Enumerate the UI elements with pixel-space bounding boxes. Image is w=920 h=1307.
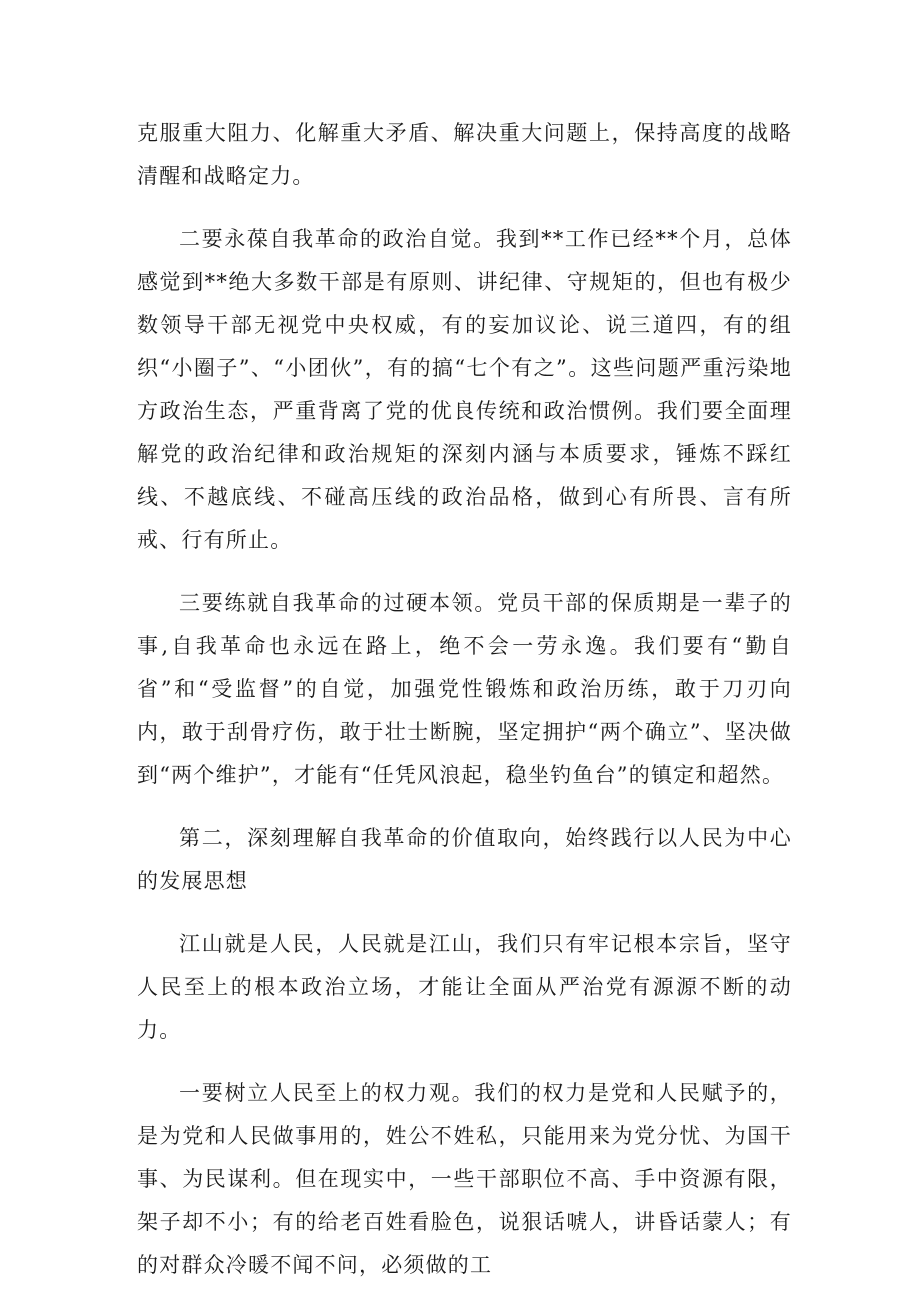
document-body	[137, 112, 792, 1307]
paragraph-power-view: 一要树立人民至上的权力观。我们的权力是党和人民赋予的，是为党和人民做事用的，姓公不姓私，只能用来为党分忧、为国干事、为民谋利。但在现实中，一些干部职位不高、手中资源有限，架子却不小；有的给老百姓看脸色，说狠话唬人，讲昏话蒙人；有的对群众冷暖不闻不问，必须做的工	[137, 1081, 792, 1277]
section-heading-second: 第二，深刻理解自我革命的价值取向，始终践行以人民为中心的发展思想	[137, 826, 792, 893]
paragraph-people: 江山就是人民，人民就是江山，我们只有牢记根本宗旨，坚守人民至上的根本政治立场，才能让全面从严治党有源源不断的动力。	[137, 932, 792, 1042]
paragraph-skills: 三要练就自我革命的过硬本领。党员干部的保质期是一辈子的事,自我革命也永远在路上，绝不会一劳永逸。我们要有“勤自省”和“受监督”的自觉，加强党性锻炼和政治历练，敢于刀刃向内，敢于刮骨疗伤，敢于壮士断腕，坚定拥护“两个确立”、坚决做到“两个维护”，才能有“任凭风浪起，稳坐钓鱼台”的镇定和超然。	[137, 591, 792, 787]
paragraph-political-consciousness: 二要永葆自我革命的政治自觉。我到**工作已经**个月，总体感觉到**绝大多数干部是有原则、讲纪律、守规矩的，但也有极少数领导干部无视党中央权威，有的妄加议论、说三道四，有的组织“小圈子”、“小团伙”，有的搞“七个有之”。这些问题严重污染地方政治生态，严重背离了党的优良传统和政治惯例。我们要全面理解党的政治纪律和政治规矩的深刻内涵与本质要求，锤炼不踩红线、不越底线、不碰高压线的政治品格，做到心有所畏、言有所戒、行有所止。	[137, 227, 792, 552]
paragraph-continued: 克服重大阻力、化解重大矛盾、解决重大问题上，保持高度的战略清醒和战略定力。	[137, 121, 792, 188]
